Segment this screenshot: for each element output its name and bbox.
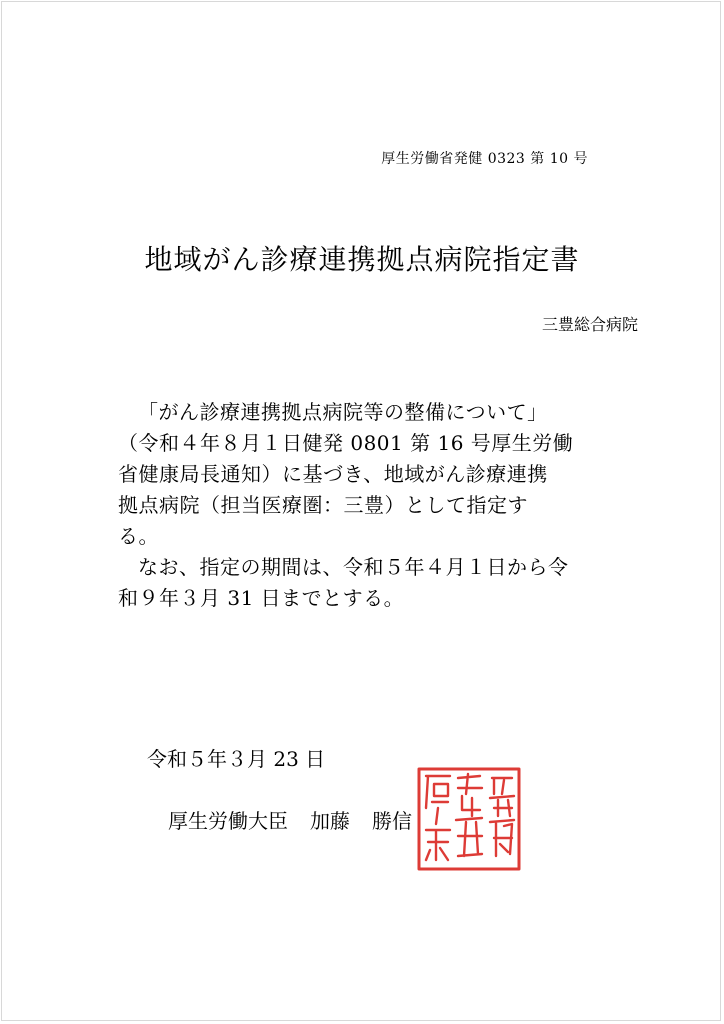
document-title: 地域がん診療連携拠点病院指定書 — [144, 243, 580, 276]
body-line-5: る。 — [118, 524, 159, 548]
body-line-3: 省健康局長通知）に基づき、地域がん診療連携 — [118, 462, 548, 486]
body-line-2: （令和４年８月１日健発 0801 第 16 号厚生労働 — [118, 431, 574, 455]
official-seal-stamp — [414, 764, 524, 874]
issue-date: 令和５年３月 23 日 — [147, 747, 326, 771]
signer-title: 厚生労働大臣 — [168, 809, 288, 833]
document-body — [118, 397, 608, 614]
body-line-1: 「がん診療連携拠点病院等の整備について」 — [138, 400, 548, 424]
document-number: 厚生労働省発健 0323 第 10 号 — [381, 151, 588, 167]
body-line-6: なお、指定の期間は、令和５年４月１日から令 — [138, 555, 569, 579]
body-line-7: 和９年３月 31 日までとする。 — [118, 586, 405, 610]
signer-given-name: 勝信 — [372, 809, 412, 833]
body-line-4: 拠点病院（担当医療圏：三豊）として指定す — [118, 493, 528, 517]
signer-surname: 加藤 — [310, 809, 350, 833]
recipient-name: 三豊総合病院 — [541, 315, 638, 334]
signature-block — [168, 805, 412, 834]
